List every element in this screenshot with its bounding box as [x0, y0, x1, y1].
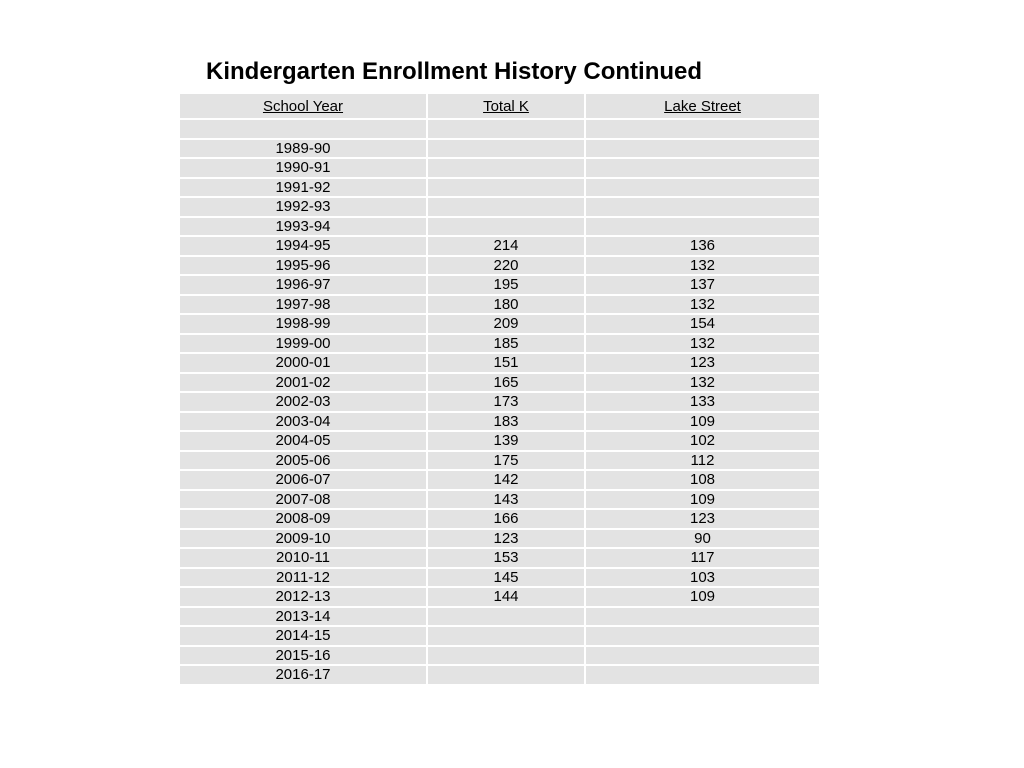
lake-street-cell: 154	[585, 314, 819, 334]
lake-street-cell	[585, 626, 819, 646]
school-year-cell: 1993-94	[180, 217, 427, 237]
table-row	[180, 139, 819, 159]
school-year-cell: 2009-10	[180, 529, 427, 549]
school-year-cell: 1991-92	[180, 178, 427, 198]
table-row	[180, 217, 819, 237]
table-row	[180, 353, 819, 373]
school-year-cell: 2012-13	[180, 587, 427, 607]
total-k-cell: 151	[427, 353, 585, 373]
table-row	[180, 646, 819, 666]
lake-street-cell	[585, 665, 819, 685]
school-year-cell: 2002-03	[180, 392, 427, 412]
table-row	[180, 490, 819, 510]
lake-street-cell: 108	[585, 470, 819, 490]
lake-street-cell: 132	[585, 334, 819, 354]
table-row	[180, 626, 819, 646]
table-row	[180, 548, 819, 568]
total-k-cell	[427, 119, 585, 139]
school-year-cell: 1994-95	[180, 236, 427, 256]
header-lake-street: Lake Street	[585, 94, 819, 119]
total-k-cell: 142	[427, 470, 585, 490]
total-k-cell: 175	[427, 451, 585, 471]
table-header-row	[180, 94, 819, 119]
table-row	[180, 119, 819, 139]
total-k-cell	[427, 665, 585, 685]
lake-street-cell: 136	[585, 236, 819, 256]
table-row	[180, 392, 819, 412]
total-k-cell	[427, 607, 585, 627]
table-row	[180, 334, 819, 354]
school-year-cell: 2013-14	[180, 607, 427, 627]
total-k-cell: 180	[427, 295, 585, 315]
lake-street-cell	[585, 217, 819, 237]
school-year-cell: 2001-02	[180, 373, 427, 393]
lake-street-cell: 123	[585, 509, 819, 529]
table-row	[180, 587, 819, 607]
table-row	[180, 373, 819, 393]
lake-street-cell: 112	[585, 451, 819, 471]
total-k-cell	[427, 139, 585, 159]
total-k-cell: 143	[427, 490, 585, 510]
table-row	[180, 431, 819, 451]
total-k-cell: 185	[427, 334, 585, 354]
lake-street-cell	[585, 158, 819, 178]
lake-street-cell: 133	[585, 392, 819, 412]
total-k-cell: 123	[427, 529, 585, 549]
table-row	[180, 295, 819, 315]
school-year-cell: 2011-12	[180, 568, 427, 588]
school-year-cell: 2010-11	[180, 548, 427, 568]
total-k-cell	[427, 178, 585, 198]
school-year-cell: 2008-09	[180, 509, 427, 529]
school-year-cell: 1990-91	[180, 158, 427, 178]
total-k-cell	[427, 217, 585, 237]
school-year-cell: 2006-07	[180, 470, 427, 490]
lake-street-cell	[585, 646, 819, 666]
table-row	[180, 158, 819, 178]
lake-street-cell	[585, 607, 819, 627]
school-year-cell: 1998-99	[180, 314, 427, 334]
lake-street-cell: 109	[585, 412, 819, 432]
lake-street-cell: 90	[585, 529, 819, 549]
school-year-cell: 1999-00	[180, 334, 427, 354]
school-year-cell: 2004-05	[180, 431, 427, 451]
enrollment-table	[180, 94, 819, 686]
total-k-cell: 195	[427, 275, 585, 295]
school-year-cell: 1995-96	[180, 256, 427, 276]
school-year-cell: 2014-15	[180, 626, 427, 646]
table-body	[180, 119, 819, 685]
lake-street-cell: 109	[585, 587, 819, 607]
lake-street-cell	[585, 139, 819, 159]
total-k-cell: 209	[427, 314, 585, 334]
table-row	[180, 451, 819, 471]
school-year-cell: 2005-06	[180, 451, 427, 471]
table-row	[180, 275, 819, 295]
lake-street-cell: 132	[585, 295, 819, 315]
lake-street-cell	[585, 197, 819, 217]
school-year-cell: 2015-16	[180, 646, 427, 666]
school-year-cell: 2003-04	[180, 412, 427, 432]
total-k-cell: 165	[427, 373, 585, 393]
lake-street-cell	[585, 178, 819, 198]
table-row	[180, 197, 819, 217]
total-k-cell: 183	[427, 412, 585, 432]
school-year-cell: 2000-01	[180, 353, 427, 373]
school-year-cell: 1992-93	[180, 197, 427, 217]
header-school-year: School Year	[180, 94, 427, 119]
lake-street-cell: 132	[585, 256, 819, 276]
total-k-cell	[427, 646, 585, 666]
lake-street-cell: 132	[585, 373, 819, 393]
enrollment-table-container	[180, 94, 819, 686]
total-k-cell: 166	[427, 509, 585, 529]
table-row	[180, 178, 819, 198]
lake-street-cell: 137	[585, 275, 819, 295]
table-row	[180, 607, 819, 627]
table-row	[180, 470, 819, 490]
total-k-cell: 173	[427, 392, 585, 412]
school-year-cell: 2016-17	[180, 665, 427, 685]
header-total-k: Total K	[427, 94, 585, 119]
school-year-cell: 1996-97	[180, 275, 427, 295]
table-row	[180, 665, 819, 685]
lake-street-cell: 109	[585, 490, 819, 510]
school-year-cell: 1989-90	[180, 139, 427, 159]
school-year-cell: 1997-98	[180, 295, 427, 315]
lake-street-cell: 102	[585, 431, 819, 451]
page-title: Kindergarten Enrollment History Continued	[206, 58, 703, 85]
total-k-cell: 144	[427, 587, 585, 607]
table-row	[180, 509, 819, 529]
total-k-cell	[427, 197, 585, 217]
school-year-cell	[180, 119, 427, 139]
table-row	[180, 314, 819, 334]
total-k-cell: 139	[427, 431, 585, 451]
school-year-cell: 2007-08	[180, 490, 427, 510]
lake-street-cell: 103	[585, 568, 819, 588]
table-row	[180, 236, 819, 256]
lake-street-cell	[585, 119, 819, 139]
table-row	[180, 256, 819, 276]
lake-street-cell: 117	[585, 548, 819, 568]
table-row	[180, 568, 819, 588]
total-k-cell	[427, 626, 585, 646]
lake-street-cell: 123	[585, 353, 819, 373]
total-k-cell: 220	[427, 256, 585, 276]
total-k-cell: 214	[427, 236, 585, 256]
table-row	[180, 529, 819, 549]
table-row	[180, 412, 819, 432]
total-k-cell	[427, 158, 585, 178]
total-k-cell: 153	[427, 548, 585, 568]
total-k-cell: 145	[427, 568, 585, 588]
